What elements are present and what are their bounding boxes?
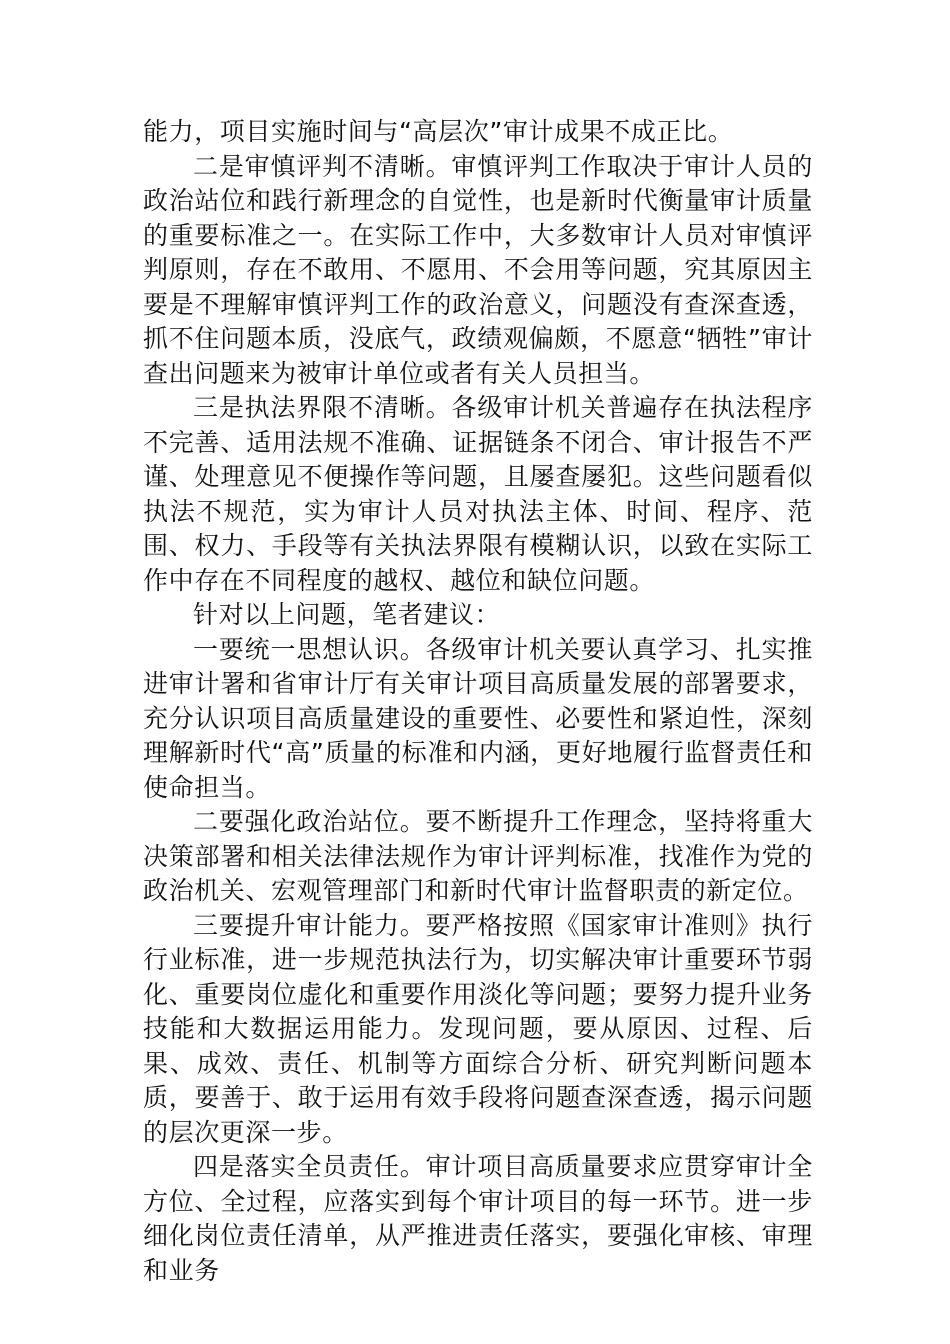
paragraph-prudent-judgment: 二是审慎评判不清晰。审慎评判工作取决于审计人员的政治站位和践行新理念的自觉性，也是新时代衡量审计质量的重要标准之一。在实际工作中，大多数审计人员对审慎评判原则，存在不敢用、不愿用、不会用等问题，究其原因主要是不理解审慎评判工作的政治意义，问题没有查深查透，抓不住问题本质，没底气，政绩观偏颇，不愿意“牺牲”审计查出问题来为被审计单位或者有关人员担当。 xyxy=(143,151,813,388)
paragraph-enforcement-boundary: 三是执法界限不清晰。各级审计机关普遍存在执法程序不完善、适用法规不准确、证据链条不闭合、审计报告不严谨、处理意见不便操作等问题，且屡查屡犯。这些问题看似执法不规范，实为审计人员对执法主体、时间、程序、范围、权力、手段等有关执法界限有模糊认识，以致在实际工作中存在不同程度的越权、越位和缺位问题。 xyxy=(143,393,813,595)
paragraph-political-stance: 二要强化政治站位。要不断提升工作理念，坚持将重大决策部署和相关法律法规作为审计评判标准，找准作为党的政治机关、宏观管理部门和新时代审计监督职责的新定位。 xyxy=(143,807,813,905)
document-body xyxy=(143,115,813,1288)
paragraph-continuation: 能力，项目实施时间与“高层次”审计成果不成正比。 xyxy=(143,117,734,146)
paragraph-unify-thinking: 一要统一思想认识。各级审计机关要认真学习、扎实推进审计署和省审计厅有关审计项目高质量发展的部署要求，充分认识项目高质量建设的重要性、必要性和紧迫性，深刻理解新时代“高”质量的标准和内涵，更好地履行监督责任和使命担当。 xyxy=(143,634,813,802)
paragraph-suggestions-intro: 针对以上问题，笔者建议： xyxy=(193,600,501,629)
paragraph-audit-capability: 三要提升审计能力。要严格按照《国家审计准则》执行行业标准，进一步规范执法行为，切实解决审计重要环节弱化、重要岗位虚化和重要作用淡化等问题；要努力提升业务技能和大数据运用能力。发现问题，要从原因、过程、后果、成效、责任、机制等方面综合分析、研究判断问题本质，要善于、敢于运用有效手段将问题查深查透，揭示问题的层次更深一步。 xyxy=(143,910,813,1147)
paragraph-full-responsibility: 四是落实全员责任。审计项目高质量要求应贯穿审计全方位、全过程，应落实到每个审计项目的每一环节。进一步细化岗位责任清单，从严推进责任落实，要强化审核、审理和业务 xyxy=(143,1152,813,1285)
